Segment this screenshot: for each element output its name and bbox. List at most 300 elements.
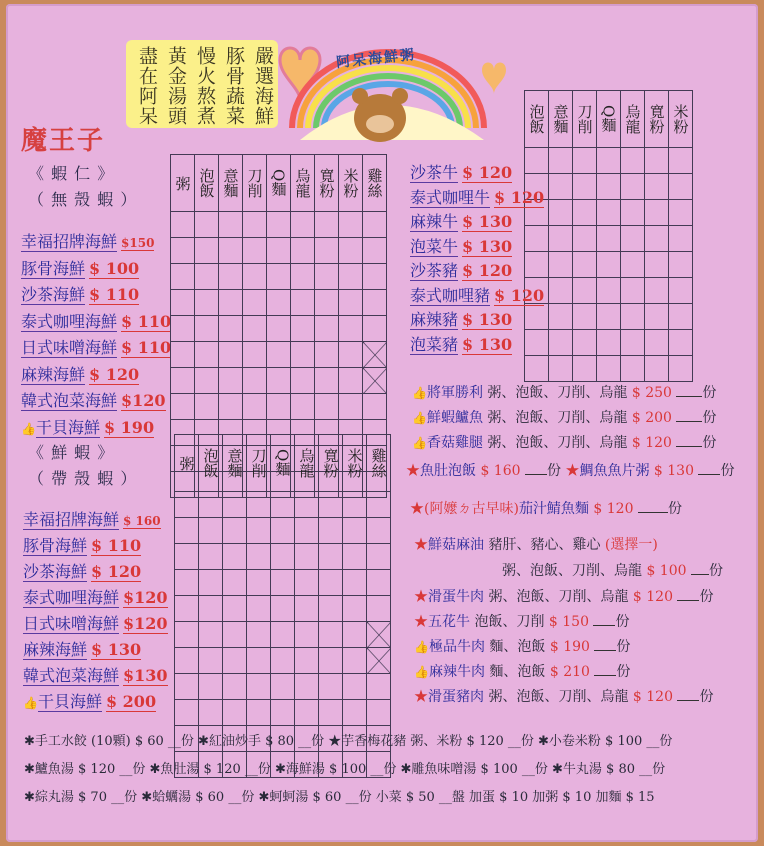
slogan-col: 慢火熬煮 [194,46,216,126]
mackerel-noodle: 茄汁鯖魚麵 [518,501,589,517]
star-icon: ★ [414,689,428,705]
item-price: $ 130 [91,640,142,659]
order-cell[interactable] [175,700,199,726]
item-name: 泰式咖哩豬 [410,285,491,305]
order-cell[interactable] [645,148,669,174]
grid-header [267,155,291,212]
grid-header-label: 泡飯 [197,168,216,198]
order-cell[interactable] [339,238,363,264]
order-cell[interactable] [645,226,669,252]
order-cell[interactable] [343,648,367,674]
order-cell[interactable] [343,622,367,648]
item-name: 麻辣牛 [410,212,459,231]
order-cell[interactable] [267,316,291,342]
order-cell[interactable] [267,342,291,368]
order-cell[interactable] [645,200,669,226]
order-cell[interactable] [315,290,339,316]
order-cell[interactable] [343,570,367,596]
price: $ 120 [593,501,634,517]
order-cell[interactable] [525,252,549,278]
order-cell[interactable] [199,492,223,518]
order-cell[interactable] [315,212,339,238]
order-cell[interactable] [243,238,267,264]
order-cell[interactable] [525,330,549,356]
order-cell[interactable] [199,648,223,674]
order-cell[interactable] [267,394,291,420]
order-cell[interactable] [315,394,339,420]
order-cell[interactable] [339,316,363,342]
order-cell[interactable] [195,264,219,290]
grid-header-label: 意麵 [225,448,244,478]
order-cell[interactable] [295,570,319,596]
order-cell[interactable] [223,518,247,544]
order-cell[interactable] [175,492,199,518]
order-cell[interactable] [219,342,243,368]
order-cell[interactable] [343,518,367,544]
order-cell[interactable] [367,570,391,596]
order-cell[interactable] [171,238,195,264]
order-cell[interactable] [621,278,645,304]
order-cell[interactable] [195,238,219,264]
logo-text: 阿呆海鮮粥 [335,46,417,72]
order-cell[interactable] [363,394,387,420]
order-cell[interactable] [199,700,223,726]
item-name: 幸福招牌海鮮 [21,232,118,251]
menu-item [21,388,166,411]
order-cell[interactable] [597,200,621,226]
order-cell[interactable] [319,518,343,544]
special-item [412,382,716,402]
order-cell[interactable] [271,700,295,726]
grid-header [175,435,199,492]
order-cell[interactable] [343,544,367,570]
order-cell[interactable] [171,316,195,342]
order-cell[interactable] [669,356,693,382]
order-cell[interactable] [267,264,291,290]
order-cell[interactable] [219,238,243,264]
order-cell[interactable] [219,264,243,290]
order-cell[interactable] [669,148,693,174]
order-cell[interactable] [597,174,621,200]
order-cell[interactable] [243,342,267,368]
order-cell[interactable] [343,674,367,700]
order-cell[interactable] [295,674,319,700]
item-name: 麻辣豬 [410,310,459,329]
order-cell[interactable] [175,596,199,622]
grid-header-label: 寬粉 [321,448,340,478]
grid-header [291,155,315,212]
order-cell[interactable] [267,212,291,238]
order-cell[interactable] [295,492,319,518]
item-name: 滑蛋牛肉 [428,589,484,605]
grid-header-label: 烏龍 [297,448,316,478]
item-name: 麻辣海鮮 [23,640,88,659]
order-cell[interactable] [367,700,391,726]
order-cell[interactable] [199,622,223,648]
order-cell[interactable] [339,264,363,290]
order-cell[interactable] [291,290,315,316]
item-name: 麻辣牛肉 [428,664,485,680]
order-cell[interactable] [291,316,315,342]
order-cell[interactable] [573,148,597,174]
order-cell[interactable] [525,356,549,382]
order-cell[interactable] [645,252,669,278]
order-cell[interactable] [319,570,343,596]
order-cell[interactable] [219,394,243,420]
order-cell[interactable] [525,226,549,252]
grid-header-label: 泡飯 [201,448,220,478]
menu-item [410,258,512,281]
order-cell[interactable] [271,544,295,570]
order-cell[interactable] [171,212,195,238]
order-cell[interactable] [295,700,319,726]
order-cell[interactable] [291,264,315,290]
order-cell[interactable] [315,264,339,290]
grid-header [573,91,597,148]
order-cell[interactable] [597,148,621,174]
beef-item [414,686,713,706]
order-cell[interactable] [243,264,267,290]
order-cell[interactable] [175,544,199,570]
menu-item [410,185,544,208]
order-cell[interactable] [199,518,223,544]
item-price: $120 [123,588,168,607]
order-cell[interactable] [597,356,621,382]
order-cell[interactable] [669,226,693,252]
order-grid-fresh[interactable] [174,434,391,778]
item-options: 粥、泡飯、刀削、烏龍 [487,385,628,401]
item-name: 沙茶牛 [410,163,459,182]
order-cell[interactable] [621,226,645,252]
order-cell[interactable] [573,174,597,200]
grid-header [621,91,645,148]
item-price: $ 210 [549,664,590,680]
order-cell[interactable] [645,278,669,304]
order-cell[interactable] [291,238,315,264]
order-cell[interactable] [223,492,247,518]
section-subheader: （ 帶 殼 蝦 ） [28,469,138,488]
order-cell[interactable] [247,648,271,674]
order-cell[interactable] [573,200,597,226]
order-cell[interactable] [339,290,363,316]
order-cell[interactable] [195,342,219,368]
item-price: $ 200 [631,410,672,426]
item-price: $ 120 [632,689,673,705]
order-cell[interactable] [219,368,243,394]
order-cell[interactable] [175,674,199,700]
grid-header [195,155,219,212]
order-cell[interactable] [343,596,367,622]
order-cell[interactable] [295,544,319,570]
order-cell[interactable] [291,394,315,420]
menu-item [23,507,161,530]
order-cell[interactable] [223,544,247,570]
order-cell[interactable] [549,304,573,330]
special-item [412,407,716,427]
order-cell[interactable] [195,368,219,394]
grid-header [645,91,669,148]
order-cell[interactable] [645,174,669,200]
grid-header [549,91,573,148]
order-cell[interactable] [549,252,573,278]
order-cell[interactable] [219,316,243,342]
order-cell[interactable] [243,212,267,238]
order-cell[interactable] [367,492,391,518]
order-cell[interactable] [319,700,343,726]
thumbs-up-icon: 👍 [412,436,427,450]
order-cell[interactable] [669,174,693,200]
order-cell[interactable] [199,596,223,622]
order-cell[interactable] [195,394,219,420]
order-cell[interactable] [549,174,573,200]
order-cell[interactable] [195,290,219,316]
item-price: $ 130 [462,212,513,231]
item-price: $150 [121,236,155,250]
order-cell[interactable] [247,518,271,544]
order-cell[interactable] [621,356,645,382]
order-cell[interactable] [247,596,271,622]
order-cell[interactable] [271,596,295,622]
order-cell[interactable] [247,700,271,726]
order-cell[interactable] [247,570,271,596]
order-cell[interactable] [621,252,645,278]
item-name: 韓式泡菜海鮮 [23,666,120,685]
grid-header-label: 泡飯 [527,104,546,134]
menu-item [410,332,512,355]
sesame-row: ★鮮菇麻油 豬肝、豬心、雞心 (選擇一) [414,537,658,553]
menu-item [23,689,156,712]
menu-item [23,637,141,660]
order-cell[interactable] [243,316,267,342]
order-cell[interactable] [291,342,315,368]
order-cell[interactable] [223,570,247,596]
order-cell[interactable] [271,674,295,700]
order-cell[interactable] [271,492,295,518]
slogan-box [126,40,278,128]
order-cell[interactable] [549,356,573,382]
order-cell[interactable] [223,622,247,648]
order-cell[interactable] [367,596,391,622]
order-cell[interactable] [363,238,387,264]
order-cell[interactable] [339,368,363,394]
item-price: $ 110 [89,285,140,304]
menu-item [410,209,512,232]
order-cell[interactable] [267,238,291,264]
order-cell[interactable] [525,148,549,174]
order-cell[interactable] [645,304,669,330]
order-cell[interactable] [267,290,291,316]
order-cell[interactable] [597,278,621,304]
order-cell[interactable] [223,700,247,726]
order-cell[interactable] [223,596,247,622]
order-cell[interactable] [271,518,295,544]
sesame-options-row [502,560,723,580]
order-cell[interactable] [295,596,319,622]
order-cell[interactable] [195,316,219,342]
order-cell[interactable] [645,330,669,356]
slogan-col: 嚴選海鮮 [252,46,274,126]
order-cell[interactable] [339,394,363,420]
order-grid-meat[interactable] [524,90,693,382]
sesame-options: 粥、泡飯、刀削、烏龍 [502,563,642,579]
snapper-porridge: 鯛魚魚片粥 [579,463,650,479]
order-cell[interactable] [597,252,621,278]
order-cell[interactable] [219,212,243,238]
order-cell[interactable] [573,330,597,356]
order-cell[interactable] [363,342,387,368]
order-cell[interactable] [573,278,597,304]
order-cell[interactable] [669,330,693,356]
order-cell[interactable] [343,492,367,518]
order-cell[interactable] [669,252,693,278]
order-cell[interactable] [223,674,247,700]
star-icon: ★ [414,589,428,605]
order-cell[interactable] [669,200,693,226]
order-cell[interactable] [247,622,271,648]
order-cell[interactable] [549,200,573,226]
order-cell[interactable] [175,518,199,544]
order-cell[interactable] [669,304,693,330]
grid-header-label: Q麵 [273,449,292,477]
item-price: $ 110 [121,311,172,331]
order-cell[interactable] [247,674,271,700]
order-cell[interactable] [199,674,223,700]
order-cell[interactable] [319,648,343,674]
order-cell[interactable] [175,570,199,596]
order-cell[interactable] [363,316,387,342]
item-options: 粥、泡飯、刀削、烏龍 [487,410,628,426]
beef-item [414,586,713,606]
order-cell[interactable] [549,148,573,174]
section-header: 《 蝦 仁 》 [28,164,115,183]
order-cell[interactable] [621,148,645,174]
item-price: $ 110 [121,338,172,357]
order-cell[interactable] [267,368,291,394]
item-price: $ 120 [462,163,513,182]
order-cell[interactable] [573,304,597,330]
order-cell[interactable] [621,174,645,200]
special-item [412,432,716,452]
order-cell[interactable] [315,316,339,342]
order-cell[interactable] [171,290,195,316]
order-cell[interactable] [175,622,199,648]
order-cell[interactable] [271,648,295,674]
unit: 份 [699,589,714,605]
order-cell[interactable] [243,394,267,420]
fish-belly-rice: 魚肚泡飯 [420,463,476,479]
order-cell[interactable] [367,674,391,700]
order-cell[interactable] [573,226,597,252]
order-cell[interactable] [243,290,267,316]
order-cell[interactable] [223,648,247,674]
menu-item [21,229,154,252]
order-cell[interactable] [319,596,343,622]
order-cell[interactable] [621,200,645,226]
order-cell[interactable] [597,226,621,252]
order-cell[interactable] [597,330,621,356]
order-cell[interactable] [621,330,645,356]
order-cell[interactable] [171,368,195,394]
order-cell[interactable] [199,544,223,570]
grid-header [247,435,271,492]
order-cell[interactable] [295,518,319,544]
order-cell[interactable] [367,622,391,648]
order-cell[interactable] [291,212,315,238]
order-cell[interactable] [271,570,295,596]
order-cell[interactable] [597,304,621,330]
order-cell[interactable] [199,570,223,596]
grid-header-label: 烏龍 [293,168,312,198]
section-subheader: （ 無 殼 蝦 ） [28,190,138,209]
order-cell[interactable] [549,226,573,252]
grid-header-label: 刀削 [575,104,594,134]
order-cell[interactable] [367,544,391,570]
order-cell[interactable] [315,342,339,368]
order-cell[interactable] [363,264,387,290]
order-cell[interactable] [525,304,549,330]
item-price: $ 120 [462,261,513,280]
order-cell[interactable] [669,278,693,304]
menu-item [21,335,171,358]
order-cell[interactable] [339,212,363,238]
item-price: $ 250 [631,385,672,401]
order-cell[interactable] [319,674,343,700]
unit: 份 [616,664,631,680]
unit: 份 [709,563,723,579]
order-cell[interactable] [195,212,219,238]
order-cell[interactable] [315,238,339,264]
order-cell[interactable] [319,544,343,570]
order-cell[interactable] [645,356,669,382]
order-cell[interactable] [171,394,195,420]
order-cell[interactable] [171,342,195,368]
menu-item [23,559,141,582]
order-cell[interactable] [573,252,597,278]
order-cell[interactable] [247,492,271,518]
order-cell[interactable] [339,342,363,368]
order-cell[interactable] [175,648,199,674]
order-cell[interactable] [295,648,319,674]
order-cell[interactable] [171,264,195,290]
order-cell[interactable] [363,290,387,316]
order-cell[interactable] [295,622,319,648]
order-cell[interactable] [621,304,645,330]
order-cell[interactable] [367,518,391,544]
beef-item [414,661,630,681]
unit: 份 [702,385,717,401]
order-cell[interactable] [363,368,387,394]
order-cell[interactable] [243,368,267,394]
order-cell[interactable] [315,368,339,394]
order-cell[interactable] [343,700,367,726]
order-cell[interactable] [573,356,597,382]
menu-item [21,282,139,305]
item-name: 韓式泡菜海鮮 [21,391,118,410]
order-cell[interactable] [219,290,243,316]
menu-item [21,309,171,332]
order-cell[interactable] [549,278,573,304]
order-cell[interactable] [247,544,271,570]
order-cell[interactable] [367,648,391,674]
order-cell[interactable] [271,622,295,648]
order-cell[interactable] [319,622,343,648]
grid-header [319,435,343,492]
order-cell[interactable] [549,330,573,356]
grid-header [219,155,243,212]
order-cell[interactable] [319,492,343,518]
order-cell[interactable] [363,212,387,238]
order-cell[interactable] [291,368,315,394]
